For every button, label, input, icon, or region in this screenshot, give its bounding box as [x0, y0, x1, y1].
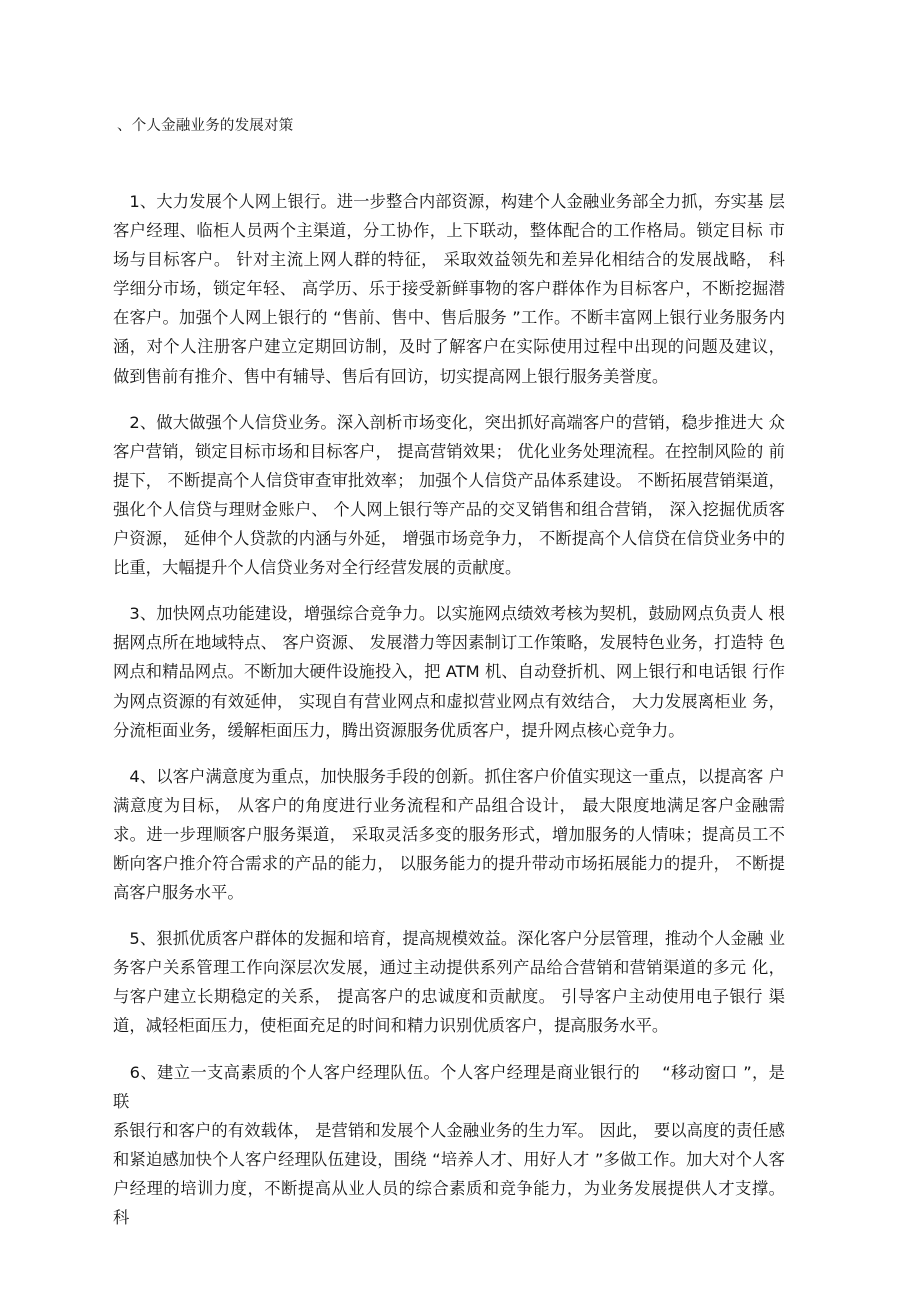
paragraph-spacer: [113, 582, 785, 599]
document-content: [113, 112, 791, 1232]
paragraph-1: 1、大力发展个人网上银行。进一步整合内部资源，构建个人金融业务部全力抓，夯实基 层客户经理、临柜人员两个主渠道，分工协作，上下联动，整体配合的工作格局。锁定目标 市场与目标客户。 针对主流上网人群的特征， 采取效益领先和差异化相结合的发展战略， 科 学细分市场，锁定年轻、 高学历、乐于接受新鲜事物的客户群体作为目标客户，不断挖掘潜 在客户。加强个人网上银行的 “售前、售中、售后服务 ”工作。不断丰富网上银行业务服务内 涵，对个人注册客户建立定期回访制，及时了解客户在实际使用过程中出现的问题及建议， 做到售前有推介、售中有辅导、售后有回访，切实提高网上银行服务美誉度。: [113, 192, 791, 386]
paragraph-spacer: [113, 391, 785, 408]
paragraph-6: 6、建立一支高素质的个人客户经理队伍。个人客户经理是商业银行的 “移动窗口 ”，是联: [113, 1062, 785, 1111]
paragraph-4: 4、以客户满意度为重点，加快服务手段的创新。抓住客户价值实现这一重点，以提高客 户满意度为目标， 从客户的角度进行业务流程和产品组合设计， 最大限度地满足客户金融需 求。进一步理顺客户服务渠道， 采取灵活多变的服务形式，增加服务的人情味；提高员工不 断向客户推介符合需求的产品的能力， 以服务能力的提升带动市场拓展能力的提升， 不断提 高客户服务水平。: [113, 766, 791, 903]
paragraph-spacer: [113, 1041, 785, 1058]
paragraph-2: 2、做大做强个人信贷业务。深入剖析市场变化，突出抓好高端客户的营销，稳步推进大 众客户营销，锁定目标市场和目标客户， 提高营销效果； 优化业务处理流程。在控制风险的 前提下， 不断提高个人信贷审查审批效率； 加强个人信贷产品体系建设。 不断拓展营销渠道，强化个人信贷与理财金账户、 个人网上银行等产品的交叉销售和组合营销， 深入挖掘优质客户资源， 延伸个人贷款的内涵与外延， 增强市场竞争力， 不断提高个人信贷在信贷业务中的比重，大幅提升个人信贷业务对全行经营发展的贡献度。: [113, 412, 785, 578]
paragraph-spacer: [113, 907, 785, 924]
title-body-spacer: [113, 141, 785, 187]
paragraph-spacer: [113, 745, 785, 762]
document-title: 、个人金融业务的发展对策: [117, 118, 294, 134]
paragraph-5: 5、狠抓优质客户群体的发掘和培育，提高规模效益。深化客户分层管理，推动个人金融 业务客户关系管理工作向深层次发展，通过主动提供系列产品给合营销和营销渠道的多元 化，与客户建立长期稳定的关系， 提高客户的忠诚度和贡献度。 引导客户主动使用电子银行 渠道，减轻柜面压力，使柜面充足的时间和精力识别优质客户，提高服务水平。: [113, 929, 785, 1036]
paragraph-6-continuation: 系银行和客户的有效载体， 是营销和发展个人金融业务的生力军。 因此， 要以高度的责任感和紧迫感加快个人客户经理队伍建设，围绕 “培养人才、用好人才 ”多做工作。加大对个人客户经理的培训力度，不断提高从业人员的综合素质和竞争能力，为业务发展提供人才支撑。 科: [113, 1120, 791, 1227]
paragraph-3: 3、加快网点功能建设，增强综合竞争力。以实施网点绩效考核为契机，鼓励网点负责人 根据网点所在地域特点、 客户资源、 发展潜力等因素制订工作策略，发展特色业务，打造特 色网点和精品网点。不断加大硬件设施投入，把 ATM 机、自动登折机、网上银行和电话银 行作为网点资源的有效延伸， 实现自有营业网点和虚拟营业网点有效结合， 大力发展离柜业 务，分流柜面业务，缓解柜面压力，腾出资源服务优质客户，提升网点核心竞争力。: [113, 604, 785, 740]
